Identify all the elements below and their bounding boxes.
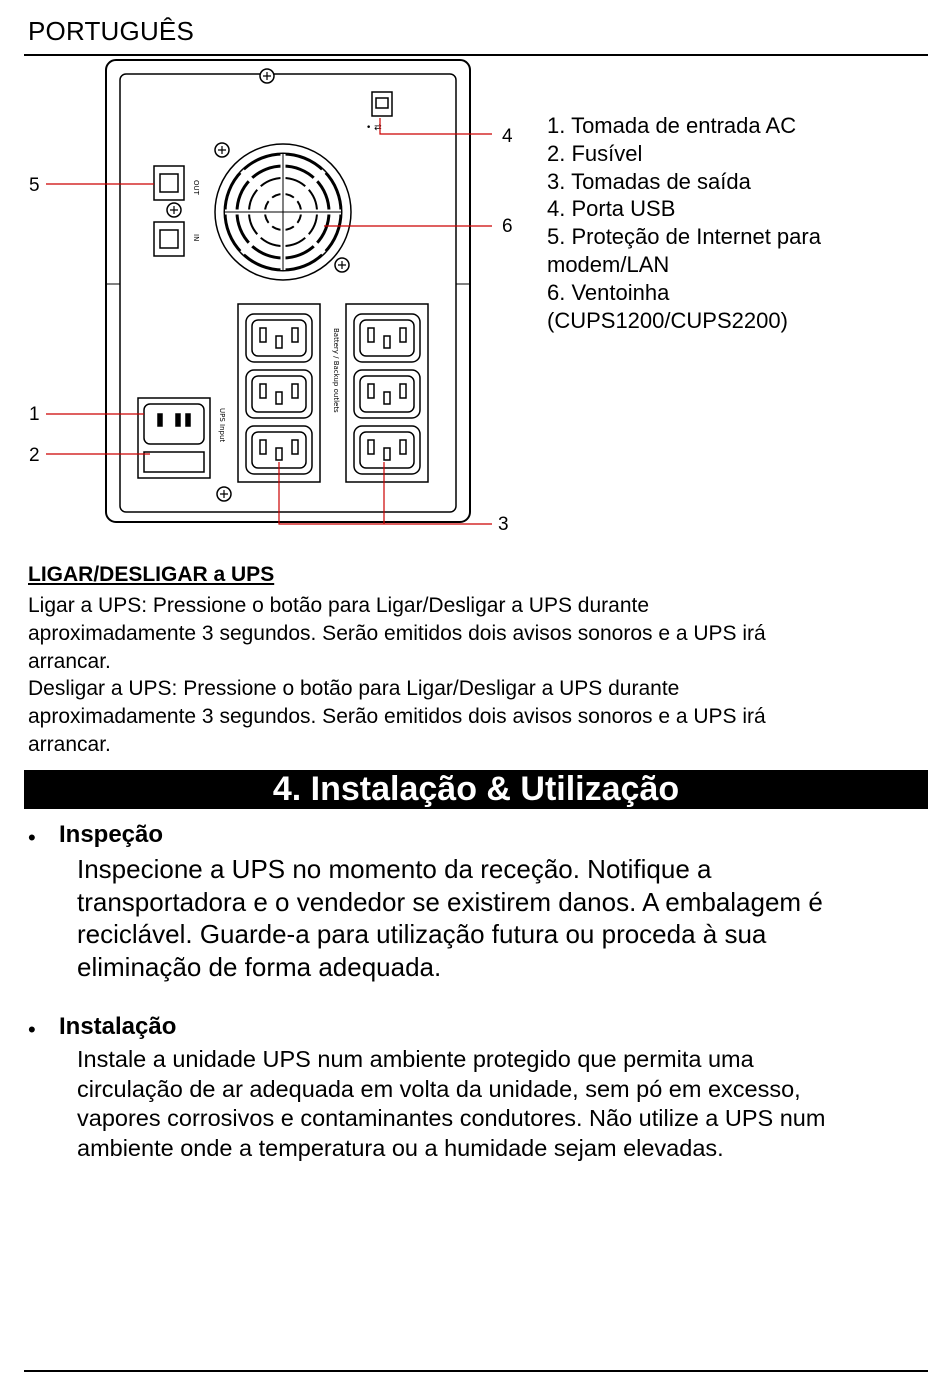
svg-text:• ⇄: • ⇄ — [366, 123, 382, 133]
legend-item: 2. Fusível — [547, 140, 643, 166]
legend-item: modem/LAN — [547, 251, 670, 277]
legend-item: 5. Proteção de Internet para — [547, 224, 821, 250]
outlet-icon — [354, 426, 420, 474]
diagram-legend — [547, 112, 821, 334]
top-rule — [24, 54, 928, 56]
inspecao-line: reciclável. Guarde-a para utilização futura ou proceda à sua — [77, 919, 767, 949]
instalacao-line: Instale a unidade UPS num ambiente protegido que permita uma — [77, 1046, 754, 1072]
port-out-label: OUT — [192, 180, 200, 195]
onoff-line: arrancar. — [28, 732, 111, 756]
fan — [215, 144, 351, 280]
section-title: 4. Instalação & Utilização — [24, 770, 928, 809]
onoff-heading: LIGAR/DESLIGAR a UPS — [28, 563, 275, 586]
instalacao-line: vapores corrosivos e contaminantes condutores. Não utilize a UPS num — [77, 1105, 826, 1131]
ac-inlet — [138, 398, 210, 478]
bullet-icon: • — [28, 825, 36, 850]
legend-item: 3. Tomadas de saída — [547, 168, 751, 194]
callout-6: 6 — [502, 216, 513, 237]
port-in-label: IN — [192, 234, 200, 242]
instalacao-heading: Instalação — [59, 1013, 177, 1040]
onoff-line: aproximadamente 3 segundos. Serão emitidos dois avisos sonoros e a UPS irá — [28, 705, 766, 729]
inspecao-heading: Inspeção — [59, 821, 164, 848]
outlets-label: Battery / Backup outlets — [332, 328, 340, 413]
onoff-line: aproximadamente 3 segundos. Serão emitidos dois avisos sonoros e a UPS irá — [28, 621, 766, 645]
outlet-icon — [354, 314, 420, 362]
onoff-line: Desligar a UPS: Pressione o botão para Ligar/Desligar a UPS durante — [28, 677, 680, 701]
inspecao-line: Inspecione a UPS no momento da receção. Notifique a — [77, 854, 712, 884]
inspecao-body — [77, 853, 907, 983]
onoff-line: arrancar. — [28, 649, 111, 673]
callout-2: 2 — [29, 445, 40, 466]
callout-1: 1 — [29, 404, 40, 425]
outlet-icon — [354, 370, 420, 418]
instalacao-body — [77, 1045, 927, 1163]
ups-rear-panel-diagram — [24, 58, 524, 536]
outlet-icon — [246, 370, 312, 418]
ups-input-label: UPS Input — [218, 408, 226, 443]
legend-item: 1. Tomada de entrada AC — [547, 113, 797, 138]
onoff-line: Ligar a UPS: Pressione o botão para Ligar/Desligar a UPS durante — [28, 594, 650, 617]
instalacao-line: circulação de ar adequada em volta da unidade, sem pó em excesso, — [77, 1075, 801, 1102]
language-label: PORTUGUÊS — [28, 16, 195, 46]
bullet-icon: • — [28, 1017, 36, 1042]
callout-4: 4 — [502, 126, 513, 147]
bottom-rule — [24, 1370, 928, 1372]
inspecao-line: eliminação de forma adequada. — [77, 951, 442, 982]
legend-item: (CUPS1200/CUPS2200) — [547, 307, 788, 333]
usb-port — [372, 92, 392, 116]
fuse-holder — [144, 452, 204, 472]
legend-item: 4. Porta USB — [547, 196, 676, 222]
legend-item: 6. Ventoinha — [547, 279, 670, 305]
callout-3: 3 — [498, 514, 509, 535]
inspecao-line: transportadora e o vendedor se existirem danos. A embalagem é — [77, 886, 823, 917]
callout-5: 5 — [29, 175, 40, 196]
outlet-icon — [246, 314, 312, 362]
onoff-body — [28, 592, 918, 759]
instalacao-line: ambiente onde a temperatura ou a humidade sejam elevadas. — [77, 1134, 724, 1161]
